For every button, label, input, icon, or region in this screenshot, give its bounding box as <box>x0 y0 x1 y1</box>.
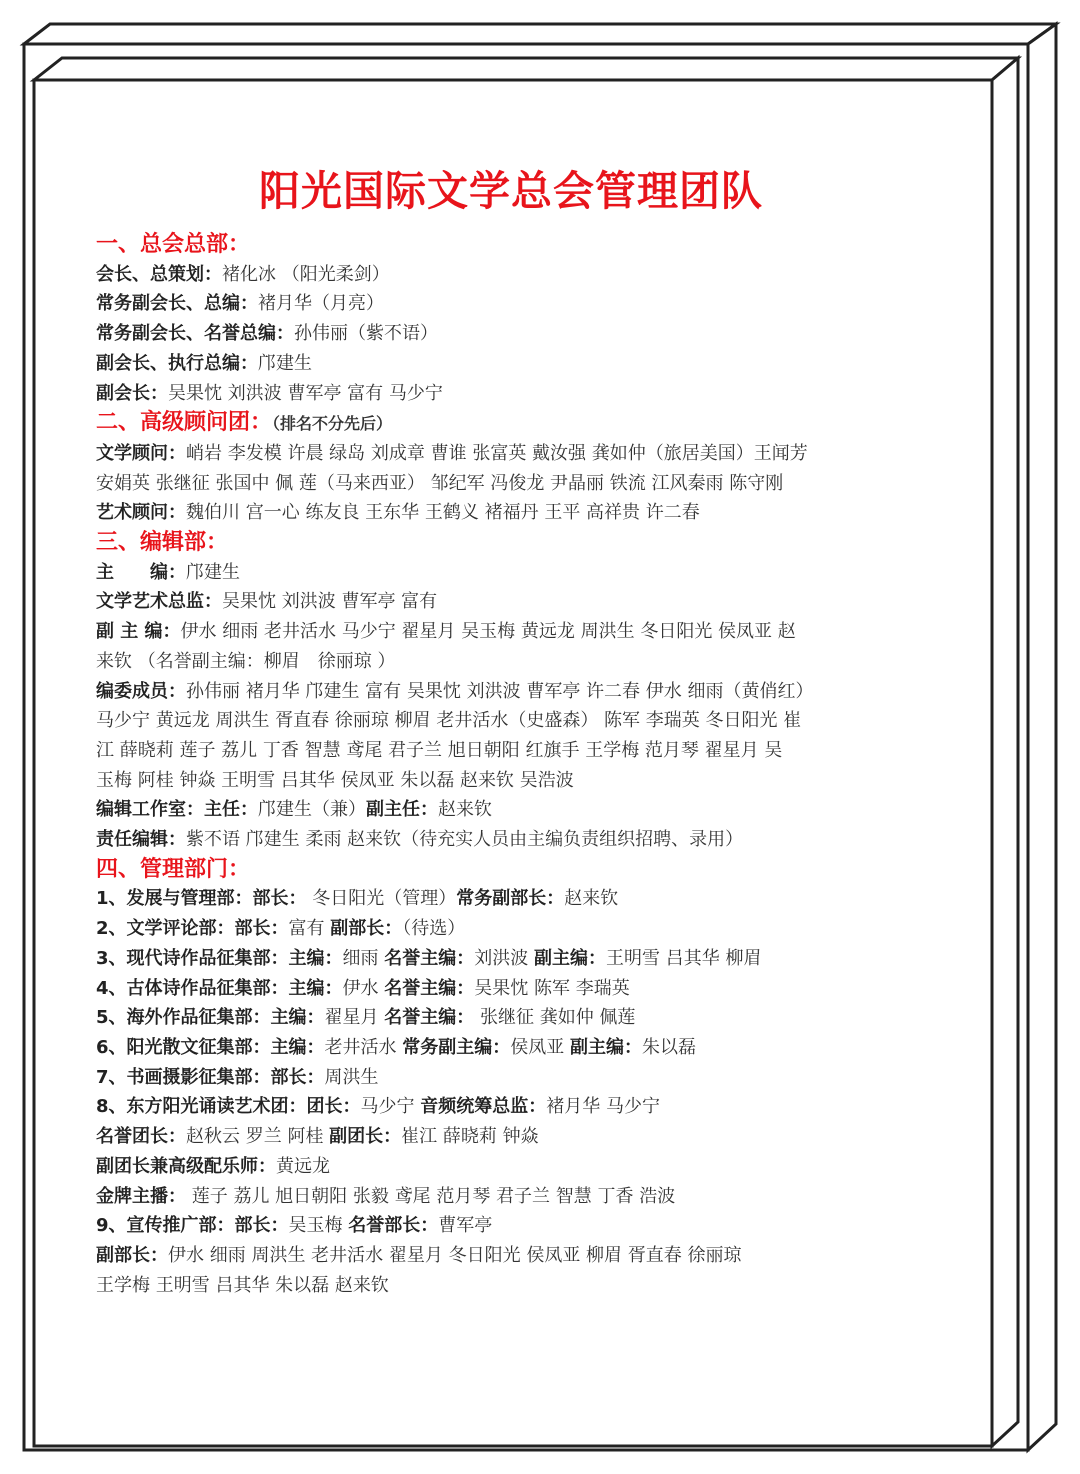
text-line <box>96 677 926 707</box>
field-label: 文学艺术总监： <box>96 591 222 613</box>
field-label: 2、文学评论部：部长： <box>96 918 289 940</box>
text-line <box>96 558 926 588</box>
field-label: 名誉主编： <box>384 977 475 999</box>
field-value: 黄远龙 <box>276 1155 330 1177</box>
field-value: 周洪生 <box>324 1066 379 1088</box>
field-label: 常务副会长、总编： <box>96 293 258 315</box>
field-label: 文学顾问： <box>96 442 186 464</box>
field-value: 老井活水 <box>324 1036 403 1058</box>
field-label: 艺术顾问： <box>96 502 186 524</box>
field-value: 孙伟丽 褚月华 邝建生 富有 吴果忱 刘洪波 曹军亭 许二春 伊水 细雨（黄俏红） <box>186 680 814 702</box>
text-line <box>96 795 926 825</box>
field-value: 张继征 龚如仲 佩莲 <box>474 1007 636 1029</box>
field-label: 副团长兼高级配乐师： <box>96 1155 276 1177</box>
field-value: 孙伟丽（紫不语） <box>294 323 438 345</box>
text-line <box>96 1003 926 1033</box>
field-value: 崔江 薛晓莉 钟焱 <box>401 1126 539 1148</box>
text-line <box>96 260 926 290</box>
field-label: 副部长： <box>330 918 403 940</box>
text-line <box>96 974 926 1004</box>
field-label: 副部长： <box>96 1244 168 1266</box>
section-heading-text: 四、管理部门： <box>96 856 251 882</box>
field-label: 金牌主播： <box>96 1185 186 1207</box>
field-label: 名誉团长： <box>96 1126 186 1148</box>
text-line <box>96 647 926 677</box>
field-label: 4、古体诗作品征集部：主编： <box>96 977 343 999</box>
field-value: 赵来钦 <box>438 799 492 821</box>
field-value: 马少宁 <box>360 1096 421 1118</box>
field-value: 吴果忱 刘洪波 曹军亭 富有 <box>222 591 438 613</box>
field-label: 责任编辑： <box>96 829 186 851</box>
text-line <box>96 1211 926 1241</box>
field-label: 3、现代诗作品征集部：主编： <box>96 947 343 969</box>
field-value: 安娟英 张继征 张国中 佩 莲（马来西亚） 邹纪军 冯俊龙 尹晶丽 铁流 江风秦雨 陈守刚 <box>96 472 784 494</box>
field-value: 曹军亭 <box>438 1215 493 1237</box>
section-heading-text: 二、高级顾问团： <box>96 410 273 436</box>
field-label: 常务副主编： <box>402 1036 511 1058</box>
field-label: 8、东方阳光诵读艺术团：团长： <box>96 1096 361 1118</box>
text-line <box>96 1122 926 1152</box>
field-label: 副团长： <box>329 1126 402 1148</box>
field-label: 副主编： <box>570 1036 642 1058</box>
front-page-side <box>992 58 1018 1446</box>
field-label: 副主编： <box>534 947 606 969</box>
field-label: 副主任： <box>366 799 438 821</box>
field-label: 7、书画摄影征集部：部长： <box>96 1066 325 1088</box>
field-value: 伊水 细雨 周洪生 老井活水 翟星月 冬日阳光 侯凤亚 柳眉 胥直春 徐丽琼 <box>168 1244 742 1266</box>
text-line <box>96 825 926 855</box>
section-heading-text: 三、编辑部： <box>96 530 229 556</box>
text-line <box>96 1092 926 1122</box>
field-value: 邝建生 <box>258 352 312 374</box>
field-value: 王明雪 吕其华 柳眉 <box>606 947 762 969</box>
field-value: 王学梅 王明雪 吕其华 朱以磊 赵来钦 <box>96 1274 389 1296</box>
field-value: 吴果忱 陈军 李瑞英 <box>474 977 630 999</box>
field-value: 吴果忱 刘洪波 曹军亭 富有 马少宁 <box>168 382 443 404</box>
text-line <box>96 1241 926 1271</box>
text-line <box>96 1063 926 1093</box>
section-heading <box>96 408 926 439</box>
field-label: 副 主 编： <box>96 621 181 643</box>
document-content <box>96 160 926 1300</box>
field-value: 来钦 （名誉副主编：柳眉 徐丽琼 ） <box>96 650 396 672</box>
field-value: 吴玉梅 <box>288 1215 349 1237</box>
text-line <box>96 587 926 617</box>
field-value: 紫不语 邝建生 柔雨 赵来钦（待充实人员由主编负责组织招聘、录用） <box>186 829 744 851</box>
field-label: 名誉主编： <box>384 947 475 969</box>
text-line <box>96 289 926 319</box>
field-value: 邝建生（兼） <box>258 799 366 821</box>
document-title: 阳光国际文学总会管理团队 <box>259 167 763 215</box>
text-line <box>96 914 926 944</box>
front-page-top <box>34 58 1018 80</box>
section-note: （排名不分先后） <box>272 414 393 434</box>
field-label: 副会长： <box>96 382 168 404</box>
field-label: 编委成员： <box>96 680 186 702</box>
text-line <box>96 498 926 528</box>
field-label: 编辑工作室：主任： <box>96 799 258 821</box>
text-line <box>96 1271 926 1301</box>
field-value: 邝建生 <box>186 561 240 583</box>
back-page-side <box>1028 24 1056 1450</box>
text-line <box>96 766 926 796</box>
field-value: 褚化冰 （阳光柔剑） <box>222 263 390 285</box>
field-value: 伊水 细雨 老井活水 马少宁 翟星月 吴玉梅 黄远龙 周洪生 冬日阳光 侯凤亚 赵 <box>180 621 796 643</box>
field-label: 常务副会长、名誉总编： <box>96 323 294 345</box>
field-value: 玉梅 阿桂 钟焱 王明雪 吕其华 侯凤亚 朱以磊 赵来钦 吴浩波 <box>96 769 574 791</box>
text-line <box>96 1033 926 1063</box>
field-value: （待选） <box>402 918 466 940</box>
field-label: 会长、总策划： <box>96 263 222 285</box>
field-label: 常务副部长： <box>456 888 565 910</box>
field-value: 伊水 <box>342 977 385 999</box>
section-heading <box>96 230 926 260</box>
text-line <box>96 379 926 409</box>
field-value: 褚月华（月亮） <box>258 293 384 315</box>
text-line <box>96 944 926 974</box>
field-label: 5、海外作品征集部：主编： <box>96 1007 325 1029</box>
field-value: 江 薛晓莉 莲子 荔儿 丁香 智慧 鸢尾 君子兰 旭日朝阳 红旗手 王学梅 范月琴 翟星月 吴 <box>96 739 783 761</box>
field-label: 9、宣传推广部：部长： <box>96 1215 289 1237</box>
field-value: 魏伯川 宫一心 练友良 王东华 王鹤义 褚福丹 王平 高祥贵 许二春 <box>186 502 700 524</box>
document-body <box>96 230 926 1300</box>
field-label: 名誉主编： <box>384 1007 475 1029</box>
text-line <box>96 1152 926 1182</box>
field-value: 细雨 <box>342 947 385 969</box>
section-heading <box>96 528 926 558</box>
field-value: 翟星月 <box>324 1007 385 1029</box>
field-value: 刘洪波 <box>474 947 534 969</box>
back-page-top <box>24 24 1056 44</box>
field-value: 马少宁 黄远龙 周洪生 胥直春 徐丽琼 柳眉 老井活水（史盛森） 陈军 李瑞英 冬日阳光 崔 <box>96 710 802 732</box>
field-label: 副会长、执行总编： <box>96 352 258 374</box>
text-line <box>96 884 926 914</box>
field-value: 赵来钦 <box>564 888 619 910</box>
field-value: 侯凤亚 <box>510 1036 570 1058</box>
field-label: 6、阳光散文征集部：主编： <box>96 1036 325 1058</box>
text-line <box>96 349 926 379</box>
field-value: 褚月华 马少宁 <box>546 1096 660 1118</box>
field-value: 峭岩 李发模 许晨 绿岛 刘成章 曹谁 张富英 戴汝强 龚如仲（旅居美国）王闻芳 <box>186 442 808 464</box>
text-line <box>96 706 926 736</box>
text-line <box>96 617 926 647</box>
field-value: 赵秋云 罗兰 阿桂 <box>186 1126 330 1148</box>
field-value: 冬日阳光（管理） <box>306 888 457 910</box>
section-heading <box>96 855 926 885</box>
text-line <box>96 1182 926 1212</box>
section-heading-text: 一、总会总部： <box>96 232 251 257</box>
field-label: 名誉部长： <box>348 1215 439 1237</box>
text-line <box>96 319 926 349</box>
text-line <box>96 736 926 766</box>
field-label: 1、发展与管理部：部长： <box>96 888 307 910</box>
text-line <box>96 469 926 499</box>
field-value: 朱以磊 <box>642 1036 696 1058</box>
field-value: 富有 <box>288 918 331 940</box>
field-label: 音频统筹总监： <box>420 1096 547 1118</box>
field-label: 主 编： <box>96 561 186 583</box>
text-line <box>96 439 926 469</box>
field-value: 莲子 荔儿 旭日朝阳 张毅 鸢尾 范月琴 君子兰 智慧 丁香 浩波 <box>186 1185 676 1207</box>
